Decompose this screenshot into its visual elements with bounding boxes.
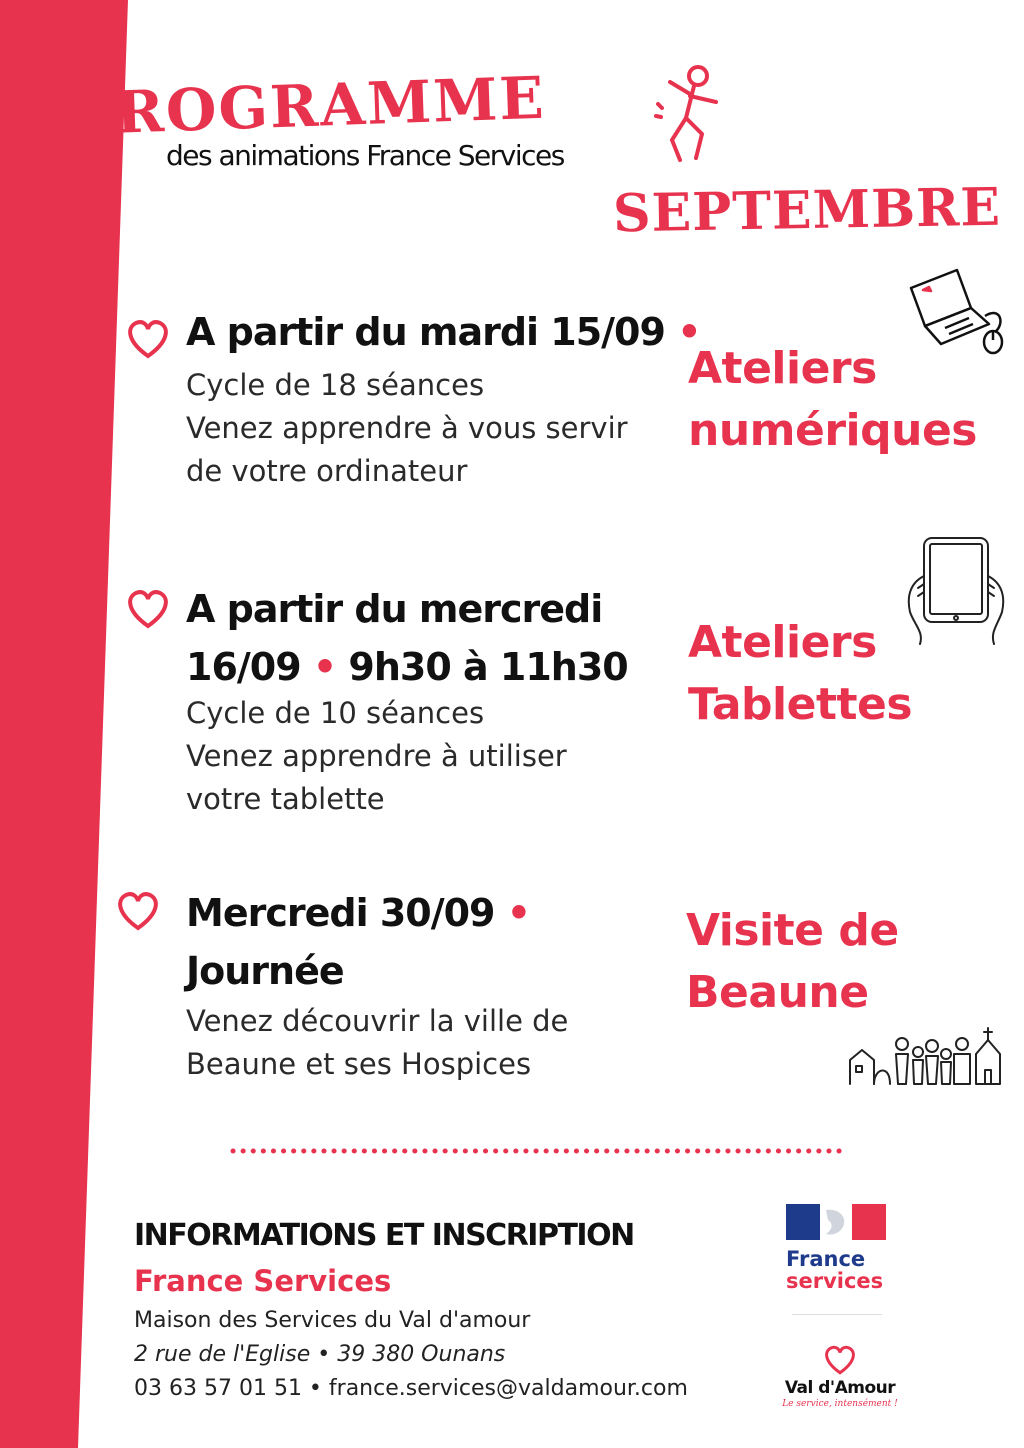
tablet-icon [900,534,1020,646]
france-services-logo-line2: services [786,1269,884,1293]
heart-icon [822,1344,858,1376]
laptop-icon [905,266,1017,356]
separator-dot: • [677,310,701,354]
event-3-heading: Mercredi 30/09 • Journée [186,891,530,993]
event-2-body: Cycle de 10 séances Venez apprendre à utiliser votre tablette [186,696,567,816]
france-services-logo-line1: France [786,1247,866,1271]
val-damour-logo-name: Val d'Amour [784,1378,896,1398]
event-1-body: Cycle de 18 séances Venez apprendre à vous servir de votre ordinateur [186,368,628,488]
dotted-divider [230,1144,850,1158]
heart-icon [114,890,162,932]
org-name: France Services [134,1264,392,1298]
event-2-category: Ateliers Tablettes [688,617,913,730]
left-red-band [0,0,128,1448]
heart-icon [124,588,172,630]
val-damour-logo [780,1344,900,1409]
event-3-category: Visite de Beaune [686,905,899,1018]
page-subtitle: des animations France Services [166,139,564,172]
heart-icon [124,318,172,360]
info-heading: INFORMATIONS ET INSCRIPTION [134,1218,634,1253]
event-3-body: Venez découvrir la ville de Beaune et ses Hospices [186,1004,569,1081]
page-title: PROGRAMME [68,63,547,149]
contact-line: 03 63 57 01 51 • france.services@valdamour.com [134,1376,688,1401]
marianne-flag-icon [786,1204,886,1240]
event-2-heading: A partir du mercredi 16/09 • 9h30 à 11h30 [186,587,628,689]
dancing-figure-icon [650,62,730,172]
separator-dot: • [506,891,530,935]
address: 2 rue de l'Eglise • 39 380 Ounans [134,1342,506,1367]
val-damour-logo-tagline: Le service, intensément ! [782,1399,898,1409]
village-people-icon [846,1024,1006,1088]
place-name: Maison des Services du Val d'amour [134,1308,531,1333]
france-services-logo [786,1204,896,1292]
event-1-heading: A partir du mardi 15/09 • [186,310,701,354]
logo-separator [792,1314,882,1315]
event-1-category: Ateliers numériques [688,343,977,456]
month-title: SEPTEMBRE [612,176,1002,245]
separator-dot: • [312,645,337,689]
